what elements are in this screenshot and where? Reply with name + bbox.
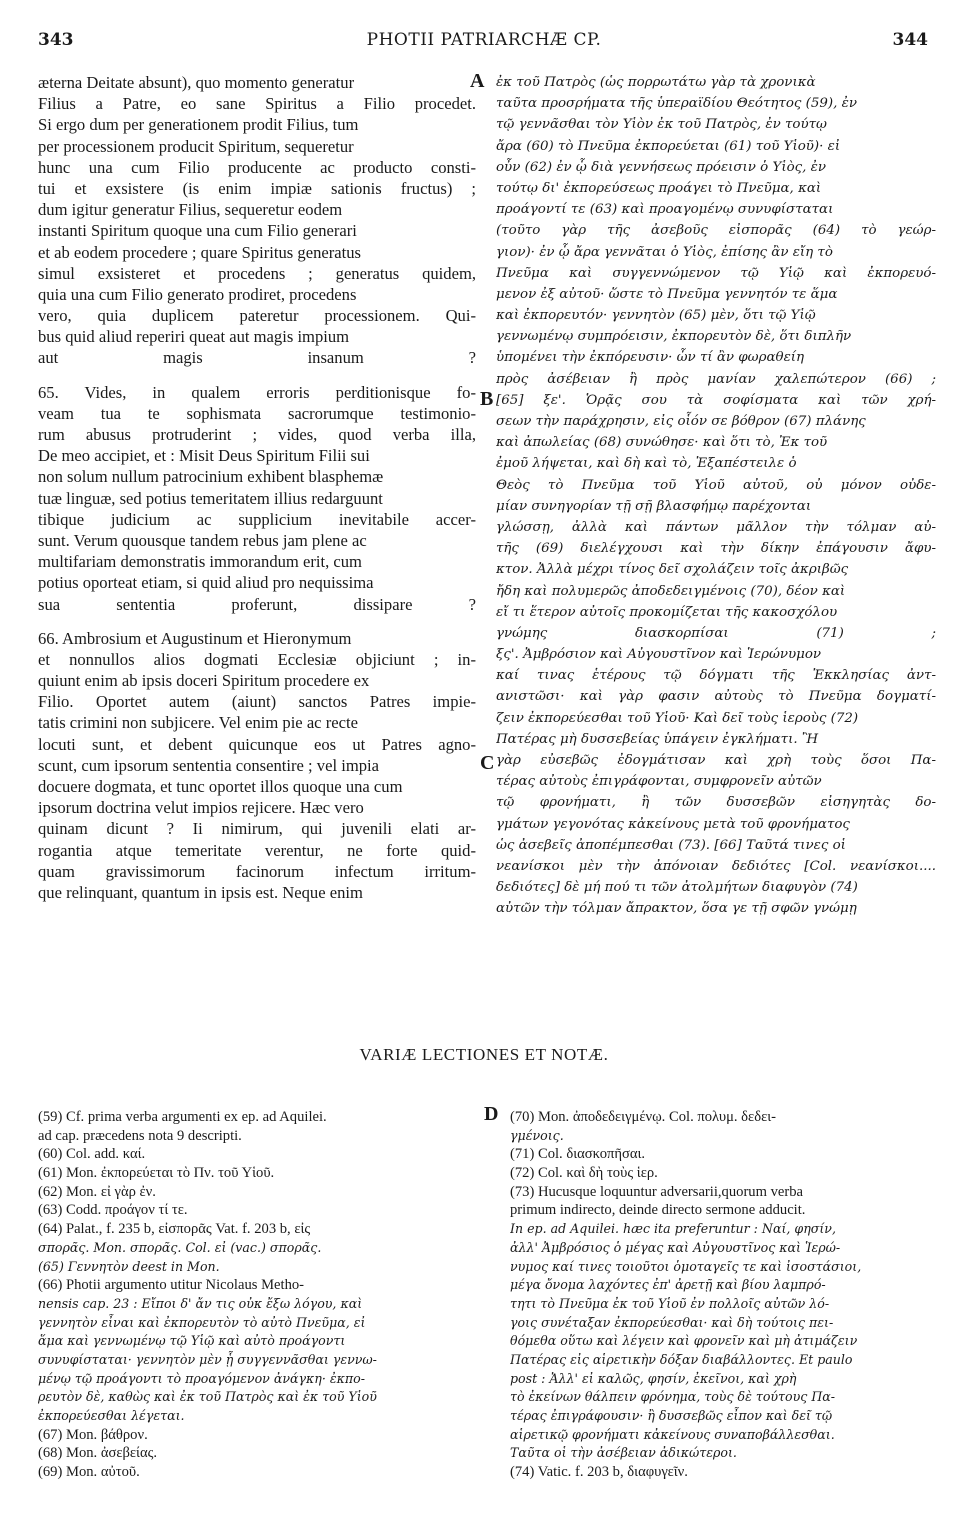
note-line: (66) Photii argumento utitur Nicolaus Metho- — [38, 1277, 305, 1294]
note-line: ἅμα καὶ γεννωμένῳ τῷ Υἱῷ καὶ αὐτὸ προάγοντι — [38, 1333, 346, 1349]
note-line: αἱρετικῷ φρονήματι κἀκείνους συναποβάλλεσθαι. — [510, 1426, 835, 1442]
greek-text-line: ὑπομένει τὴν ἐκπόρευσιν· ὧν τί ἂν φωραθείη — [496, 350, 805, 366]
notes-title: VARIÆ LECTIONES ET NOTÆ. — [359, 1045, 609, 1064]
note-line: ἀλλ' Ἀμβρόσιος ὁ μέγας καὶ Αὐγουστῖνος καὶ Ἱερώ- — [510, 1239, 841, 1255]
greek-text-line: γλώσσῃ, ἀλλὰ καὶ πάντων μᾶλλον τὴν τόλμαν αὐ- — [496, 519, 936, 535]
body-text-line: scunt, cum ipsorum sententia consentire ; vel impia — [38, 755, 380, 775]
note-line: τέρας ἐπιγράφουσιν· ἢ δυσσεβῶς εἶπον καὶ δεῖ τῷ — [510, 1408, 833, 1423]
body-text-line: locuti sunt, et debent quicunque eos ut Patres agno- — [38, 734, 476, 754]
greek-text-line: ἤδη καὶ πολυμερῶς ἀποδεδειγμένοις (70), δέον καὶ — [496, 583, 846, 599]
note-line: (61) Mon. ἐκπορεύεται τὸ Πν. τοῦ Υἱοῦ. — [38, 1165, 275, 1182]
body-text-line: aut magis insanum ? — [38, 348, 476, 368]
body-text-line: tibique judicium ac supplicium inevitabile accer- — [38, 509, 476, 529]
greek-text-line: (τοῦτο γὰρ τῆς ἀσεβοῦς εἰσπορᾶς (64) τὸ γεώρ- — [496, 223, 936, 239]
greek-text-line: ζειν ἐκπορεύεσθαι τοῦ Υἱοῦ· Καὶ δεῖ τοὺς ἱεροὺς (72) — [496, 710, 859, 726]
body-text-line: sua sententia proferunt, dissipare ? — [38, 594, 476, 614]
greek-text-line: πρὸς ἀσέβειαν ἢ πρὸς μανίαν χαλεπώτερον (66) ; — [496, 371, 936, 387]
greek-text-line: ἐμοῦ λήψεται, καὶ δὴ καὶ τὸ, Ἐξαπέστειλε ὁ — [496, 456, 797, 472]
note-line: In ep. ad Aquilei. hæc ita preferuntur : Ναί, φησίν, — [510, 1221, 836, 1237]
body-text-line: quia una cum Filio generato prodiret, procedens — [38, 284, 357, 304]
greek-text-line: γεννωμένῳ συμπρόεισιν, ἐκπορευτὸν δὲ, ὅτι διπλῆν — [496, 329, 852, 345]
greek-text-line: τῷ φρονήματι, ἢ τῶν δυσσεβῶν εἰσηγητὰς δο- — [496, 795, 936, 811]
body-text-line: et ab eodem procedere ; quare Spiritus generatus — [38, 242, 361, 262]
body-text-line: ipsorum doctrina velut impios rejicere. Hæc vero — [38, 798, 364, 818]
body-text-line: non solum nullum patrocinium exhibent blasphemæ — [38, 467, 384, 487]
body-text-line: quam gravissimorum facinorum infectum irritum- — [38, 861, 476, 881]
greek-text-line: σεων τὴν παράχρησιν, εἰς οἷόν σε βόθρον (67) πλάνης — [496, 414, 866, 429]
note-line: τητι τὸ Πνεῦμα ἐκ τοῦ Υἱοῦ ἐν πολλοῖς αὐτῶν λό- — [510, 1295, 830, 1311]
note-line: nensis cap. 23 : Εἴποι δ' ἄν τις οὐκ ἔξω λόγου, καὶ — [38, 1295, 363, 1311]
note-line: ἐκπορεύεσθαι λέγεται. — [38, 1408, 185, 1423]
note-line: γοις συνέταξαν ἐκπορεύεσθαι· καὶ δὴ τούτοις πει- — [510, 1314, 834, 1330]
greek-text-line: τέρας αὐτοὺς ἐπιγράφονται, συμφρονεῖν αὐτῶν — [496, 774, 822, 790]
note-line: (69) Mon. αὐτοῦ. — [38, 1464, 140, 1481]
greek-text-line: τῷ γεννᾶσθαι τὸν Υἱὸν ἐκ τοῦ Πατρὸς, ἐν τούτῳ — [496, 117, 827, 133]
body-text-line: per processionem producit Spiritum, sequeretur — [38, 136, 354, 156]
body-text-line: vero, quia duplicem pateretur processionem. Qui- — [38, 306, 476, 326]
body-text-line: 65. Vides, in qualem erroris perditionisque fo- — [38, 382, 476, 402]
note-line: (62) Mon. εἰ γὰρ ἐν. — [38, 1183, 156, 1200]
greek-text-line: μίαν συνηγορίαν τῇ σῇ βλασφήμῳ παρέχονται — [496, 498, 812, 514]
note-line: ad cap. præcedens nota 9 descripti. — [38, 1127, 242, 1144]
body-text-line: que relinquant, quantum in ipsis est. Neque enim — [38, 882, 363, 902]
greek-text-line: γιον)· ἐν ᾧ ἄρα γεννᾶται ὁ Υἱὸς, ἐπίσης ἂν εἴη τὸ — [496, 244, 833, 260]
greek-text-line: Πατέρας μὴ δυσσεβείας ὑπάγειν ἐγκλήματι. Ἢ — [496, 731, 819, 747]
greek-column — [496, 72, 936, 920]
page-number-left: 343 — [38, 30, 74, 50]
greek-text-line: καί τινας ἑτέρους τῷ δόγματι τῆς Ἐκκλησίας ἀντ- — [496, 668, 936, 684]
note-line: (64) Palat., f. 235 b, εἰσπορᾶς Vat. f. 203 b, εἰς — [38, 1221, 311, 1238]
body-text-line: multifariam demonstratis immorandum erit, cum — [38, 552, 362, 572]
note-line: νυμος καί τινες τοιοῦτοι ὁμοταγεῖς τε καὶ ἰσοστάσιοι, — [510, 1258, 862, 1274]
greek-text-line: ταῦτα προσρήματα τῆς ὑπεραϊδίου Θεότητος (59), ἐν — [496, 96, 857, 112]
note-line: γεννητὸν εἶναι καὶ ἐκπορευτὸν τὸ αὐτὸ Πνεῦμα, εἰ — [38, 1314, 366, 1330]
note-line: (72) Col. καὶ δὴ τοὺς ἱερ. — [510, 1165, 658, 1182]
body-text-line: Si ergo dum per generationem prodit Filius, tum — [38, 115, 359, 135]
body-text-line: Filio. Oportet autem (aiunt) sanctos Patres impie- — [38, 692, 476, 712]
note-line: σπορᾶς. Mon. σπορᾶς. Col. εἰ (vac.) σπορᾶς. — [38, 1239, 322, 1255]
note-line: (71) Col. διασκοπῆσαι. — [510, 1146, 646, 1163]
body-text-line: simul exsisteret et procedens ; generatus quidem, — [38, 263, 476, 283]
margin-letter-a: A — [470, 70, 485, 92]
running-header — [0, 30, 968, 58]
body-text-line: rogantia atque temeritate verentur, ne forte quid- — [38, 840, 476, 860]
greek-text-line: ανιστῶσι· καὶ γὰρ φασιν αὐτοὺς τὸ Πνεῦμα δογματί- — [496, 689, 936, 705]
body-text-line — [38, 369, 476, 382]
note-line: Πατέρας εἰς αἱρετικὴν δόξαν διαβάλλοντες. Et paulo — [510, 1351, 853, 1367]
greek-text-line: γμάτων γεγονότας κἀκείνους μετὰ τοῦ φρονήματος — [496, 816, 850, 832]
body-text-line: hunc una cum Filio producente ac producto consti- — [38, 157, 476, 177]
greek-text-line: Θεὸς τὸ Πνεῦμα τοῦ Υἱοῦ αὐτοῦ, οὐ μόνον οὐδε- — [496, 477, 936, 493]
note-line: μέγα ὄνομα λαχόντες ἐπ' ἀρετῇ καὶ βίου λαμπρό- — [510, 1277, 826, 1293]
note-line: (70) Mon. ἀποδεδειγμένῳ. Col. πολυμ. δεδει- — [510, 1109, 776, 1125]
body-text-line: rum abusus protruderint ; vides, quod verba illa, — [38, 425, 476, 444]
body-text-line: veam tua te sophismata sacrorumque testimonio- — [38, 403, 476, 423]
body-text-line: tuæ linguæ, sed potius temeritatem illius redarguunt — [38, 488, 383, 508]
note-line: ρευτὸν δὲ, καθὼς καὶ ἐκ τοῦ Πατρὸς καὶ ἐκ τοῦ Υἱοῦ — [38, 1389, 377, 1405]
body-text-line: sunt. Verum quousque tandem rebus jam plene ac — [38, 530, 367, 550]
note-line: τὸ ἐκείνων θάλπειν φρόνημα, τοὺς δὲ τούτους Πα- — [510, 1389, 836, 1405]
note-line: primum indirecto, deinde directo sermone adducit. — [510, 1202, 806, 1219]
note-line: post : Ἀλλ' εἰ καλῶς, φησίν, ἐκεῖνοι, καὶ χρὴ — [510, 1370, 797, 1386]
body-text-line: tui et exsistere (is enim impiæ sationis fructus) ; — [38, 178, 476, 198]
note-line: θόμεθα οὕτω καὶ λέγειν καὶ φρονεῖν καὶ μὴ ἀτιμάζειν — [510, 1333, 858, 1349]
note-line: γμένοις. — [510, 1127, 564, 1143]
margin-letter-c: C — [480, 752, 495, 774]
body-text-line: instanti Spiritum quoque una cum Filio generari — [38, 221, 357, 241]
greek-text-line: καὶ ἀπωλείας (68) συνώθησε· καὶ ὅτι τὸ, Ἐκ τοῦ — [496, 435, 828, 451]
greek-text-line: τούτῳ δι' ἐκπορεύσεως προάγει τὸ Πνεῦμα, καὶ — [496, 180, 822, 196]
note-line: (67) Mon. βάθρον. — [38, 1426, 148, 1443]
greek-text-line: κτον. Ἀλλὰ μέχρι τίνος δεῖ σχολάζειν τοῖς ἀκριβῶς — [496, 562, 849, 578]
latin-column — [38, 72, 476, 903]
note-line: (63) Codd. προάγον τί τε. — [38, 1202, 188, 1219]
body-text-line — [38, 615, 476, 628]
greek-text-line: γνώμης διασκορπίσαι (71) ; — [496, 625, 936, 641]
greek-text-line: προάγοντί τε (63) καὶ προαγομένῳ συνυφίσταται — [496, 202, 834, 218]
greek-text-line: αὐτῶν τὴν τόλμαν ἄπρακτον, ὅσα γε τῇ σφῶν γνώμῃ — [496, 901, 857, 917]
note-line: (60) Col. add. καί. — [38, 1146, 146, 1163]
running-title: PHOTII PATRIARCHÆ CP. — [366, 30, 602, 50]
notes-left-column — [38, 1108, 478, 1482]
note-line: (74) Vatic. f. 203 b, διαφυγεῖν. — [510, 1464, 688, 1481]
note-line: (73) Hucusque loquuntur adversarii,quorum verba — [510, 1183, 804, 1200]
body-text-line: tatis crimini non subjicere. Vel enim pie ac recte — [38, 713, 358, 733]
greek-text-line: γὰρ εὐσεβῶς ἐδογμάτισαν καὶ χρὴ τοὺς ὅσοι Πα- — [496, 753, 936, 768]
body-text-line: æterna Deitate absunt), quo momento generatur — [38, 73, 355, 92]
body-text-line: bus quid aliud reperiri queat aut magis impium — [38, 327, 350, 347]
note-line: Ταῦτα οἱ τὴν ἀσέβειαν ἀδικώτεροι. — [510, 1445, 737, 1461]
note-line: μένῳ τῷ προάγοντι τὸ προαγόμενον ἀνάγκη· ἐκπο- — [38, 1370, 365, 1386]
greek-text-line: ἄρα (60) τὸ Πνεῦμα ἐκπορεύεται (61) τοῦ Υἱοῦ)· εἰ — [496, 138, 841, 154]
margin-letter-b: B — [480, 388, 494, 410]
notes-right-column — [510, 1108, 938, 1482]
note-line: (65) Γεννητὸν deest in Mon. — [38, 1258, 220, 1274]
greek-text-line: ξς'. Ἀμβρόσιον καὶ Αὐγουστῖνον καὶ Ἱερώνυμον — [496, 647, 822, 663]
greek-text-line: Πνεῦμα καὶ συγγεννώμενον τῷ Υἱῷ καὶ ἐκπορευό- — [496, 265, 936, 281]
body-text-line: De meo accipiet, et : Misit Deus Spiritum Filii sui — [38, 446, 370, 466]
greek-text-line: [65] ξε'. Ὁρᾷς σου τὰ σοφίσματα καὶ τῶν χρή- — [496, 392, 936, 408]
body-text-line: docuere dogmata, et tunc oportet illos quoque una cum — [38, 777, 403, 796]
greek-text-line: ἐκ τοῦ Πατρὸς (ὡς πορρωτάτω γὰρ τὰ χρονικὰ — [496, 75, 816, 90]
body-text-line: Filius a Patre, eo sane Spiritus a Filio procedet. — [38, 94, 476, 114]
margin-letter-d: D — [484, 1103, 499, 1125]
greek-text-line: νεανίσκοι μὲν τὴν ἀπόνοιαν δεδιότες [Col. νεανίσκοι.... — [496, 858, 936, 874]
note-line: (68) Mon. ἀσεβείας. — [38, 1445, 158, 1462]
note-line: συνυφίσταται· γεννητὸν μὲν ᾗ συγγεννᾶσθαι γεννω- — [38, 1351, 377, 1367]
greek-text-line: οὖν (62) ἐν ᾧ διὰ γεννήσεως πρόεισιν ὁ Υἱὸς, ἐν — [496, 159, 826, 175]
greek-text-line: ὡς ἀσεβεῖς ἀποπέμπεσθαι (73). [66] Ταῦτά τινες οἱ — [496, 837, 846, 853]
body-text-line: dum igitur generatur Filius, sequeretur eodem — [38, 200, 343, 220]
page-number-right: 344 — [892, 30, 928, 50]
greek-text-line: μενον ἐξ αὐτοῦ· ὥστε τὸ Πνεῦμα γεννητόν τε ἅμα — [496, 286, 838, 302]
body-text-line: 66. Ambrosium et Augustinum et Hieronymum — [38, 628, 352, 648]
body-text-line: quinam dicunt ? Ii nimirum, qui juvenili elati ar- — [38, 819, 476, 839]
body-text-line: potius oporteat etiam, si quid aliud pro nequissima — [38, 573, 374, 593]
body-text-line: et nonnullos alios dogmati Ecclesiæ objiciunt ; in- — [38, 649, 476, 669]
greek-text-line: εἴ τι ἕτερον αὐτοῖς προκομίζεται τῆς κακοσχόλου — [496, 604, 838, 620]
greek-text-line: δεδιότες] δὲ μή πού τι τῶν ἀτολμήτων διαφυγὸν (74) — [496, 880, 858, 896]
body-text-line: quiunt enim ab ipsis doceri Spiritum procedere ex — [38, 671, 370, 691]
note-line: (59) Cf. prima verba argumenti ex ep. ad Aquilei. — [38, 1109, 327, 1125]
greek-text-line: τῆς (69) διελέγχουσι καὶ τὴν δίκην ἐπάγουσιν ἄφυ- — [496, 541, 936, 557]
greek-text-line: καὶ ἐκπορευτόν· γεννητὸν (65) μὲν, ὅτι τῷ Υἱῷ — [496, 308, 816, 324]
